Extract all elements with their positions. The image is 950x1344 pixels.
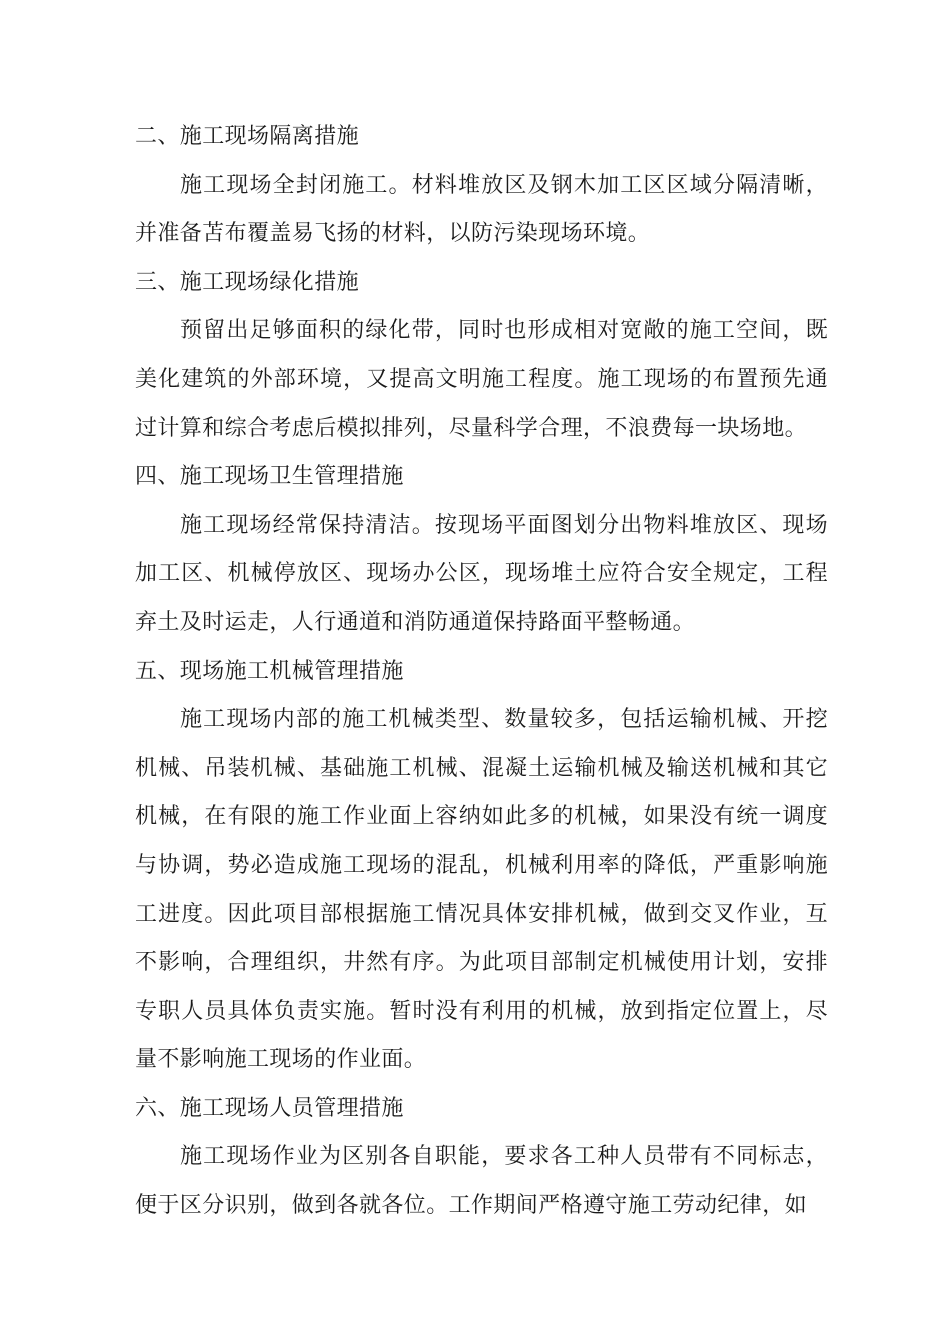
section-paragraph-isolation: 施工现场全封闭施工。材料堆放区及钢木加工区区域分隔清晰，并准备苫布覆盖易飞扬的材料，以防污染现场环境。 — [135, 172, 828, 247]
document-body — [135, 113, 828, 1231]
section-heading-sanitation: 四、施工现场卫生管理措施 — [135, 464, 404, 490]
section-paragraph-machinery: 施工现场内部的施工机械类型、数量较多，包括运输机械、开挖机械、吊装机械、基础施工机械、混凝土运输机械及输送机械和其它机械，在有限的施工作业面上容纳如此多的机械，如果没有统一调度与协调，势必造成施工现场的混乱，机械利用率的降低，严重影响施工进度。因此项目部根据施工情况具体安排机械，做到交叉作业，互不影响，合理组织，井然有序。为此项目部制定机械使用计划，安排专职人员具体负责实施。暂时没有利用的机械，放到指定位置上，尽量不影响施工现场的作业面。 — [135, 707, 828, 1073]
section-paragraph-greening: 预留出足够面积的绿化带，同时也形成相对宽敞的施工空间，既美化建筑的外部环境，又提高文明施工程度。施工现场的布置预先通过计算和综合考虑后模拟排列，尽量科学合理，不浪费每一块场地。 — [135, 318, 828, 441]
section-paragraph-personnel: 施工现场作业为区别各自职能，要求各工种人员带有不同标志，便于区分识别，做到各就各位。工作期间严格遵守施工劳动纪律，如 — [135, 1144, 828, 1219]
section-heading-greening: 三、施工现场绿化措施 — [135, 269, 360, 295]
section-heading-personnel: 六、施工现场人员管理措施 — [135, 1095, 404, 1121]
section-heading-isolation: 二、施工现场隔离措施 — [135, 124, 360, 149]
section-heading-machinery: 五、现场施工机械管理措施 — [135, 658, 404, 684]
section-paragraph-sanitation: 施工现场经常保持清洁。按现场平面图划分出物料堆放区、现场加工区、机械停放区、现场办公区，现场堆土应符合安全规定，工程弃土及时运走，人行通道和消防通道保持路面平整畅通。 — [135, 512, 828, 635]
